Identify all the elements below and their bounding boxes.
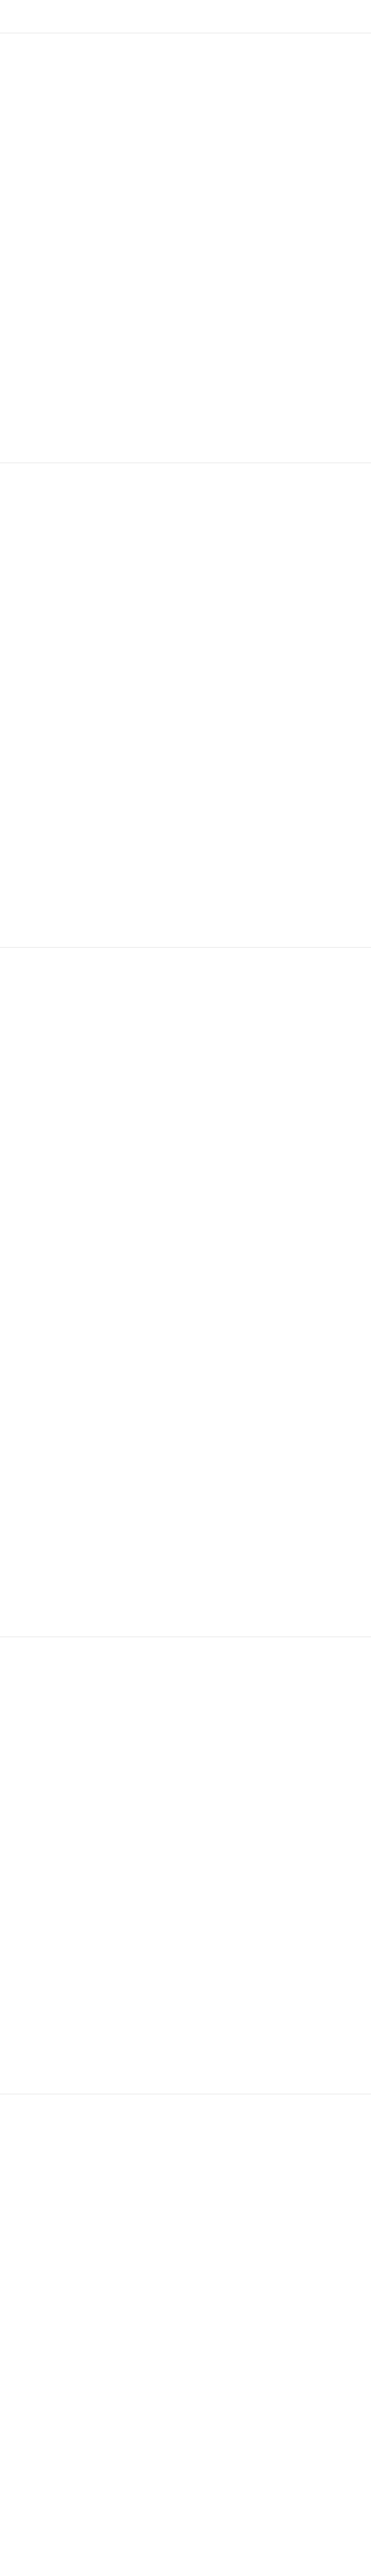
- table-3: [0, 947, 371, 948]
